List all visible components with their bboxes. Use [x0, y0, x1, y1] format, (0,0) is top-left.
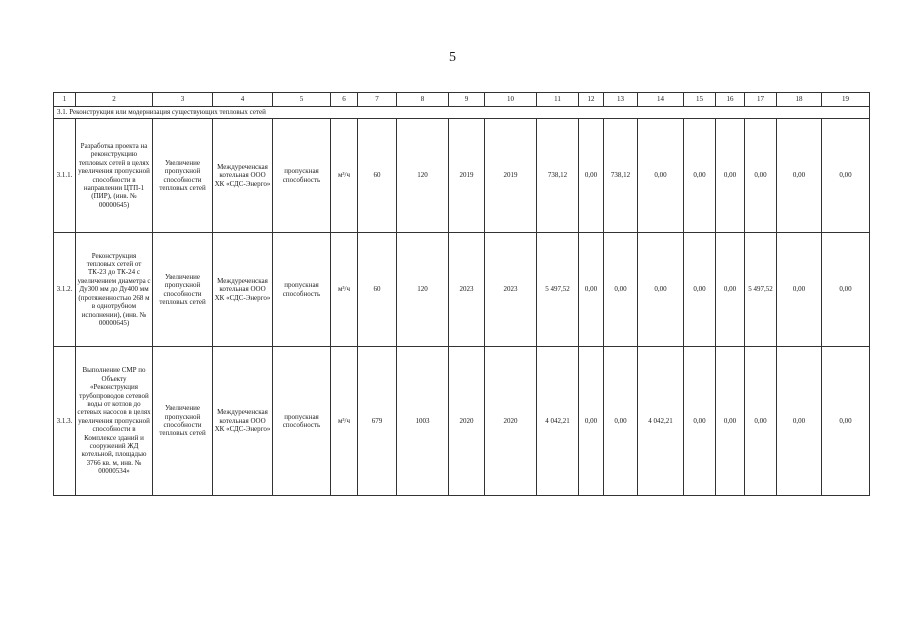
column-header: 19	[822, 93, 870, 107]
column-header: 9	[449, 93, 485, 107]
column-header: 1	[54, 93, 76, 107]
row-total: 738,12	[537, 119, 579, 233]
row-cell-14: 4 042,21	[638, 347, 684, 496]
row-number: 3.1.3.	[54, 347, 76, 496]
column-header: 6	[331, 93, 358, 107]
row-cell-17: 0,00	[745, 347, 777, 496]
row-description: Реконструкция тепловых сетей от ТК-23 до ТК-24 с увеличением диаметра с Ду300 мм до Ду400 мм (протяженностью 268 м в однотрубном исполнении), (инв. № 00000645)	[76, 233, 153, 347]
row-unit: м³/ч	[331, 233, 358, 347]
row-cell-18: 0,00	[777, 347, 822, 496]
row-year-end: 2019	[485, 119, 537, 233]
row-number: 3.1.1.	[54, 119, 76, 233]
column-header: 13	[604, 93, 638, 107]
row-number: 3.1.2.	[54, 233, 76, 347]
row-cell-12: 0,00	[579, 119, 604, 233]
row-year-start: 2019	[449, 119, 485, 233]
row-cell-18: 0,00	[777, 119, 822, 233]
column-header: 10	[485, 93, 537, 107]
column-header: 17	[745, 93, 777, 107]
column-header: 15	[684, 93, 716, 107]
column-header: 3	[153, 93, 213, 107]
row-object: Междуреченская котельная ООО ХК «СДС-Энерго»	[213, 119, 273, 233]
row-cell-13: 0,00	[604, 233, 638, 347]
row-cell-14: 0,00	[638, 233, 684, 347]
row-cell-19: 0,00	[822, 119, 870, 233]
column-header: 2	[76, 93, 153, 107]
column-number-header-row	[54, 93, 870, 107]
row-cell-17: 0,00	[745, 119, 777, 233]
row-purpose: Увеличение пропускной способности тепловых сетей	[153, 119, 213, 233]
row-cell-19: 0,00	[822, 233, 870, 347]
column-header: 8	[397, 93, 449, 107]
row-value-before: 679	[358, 347, 397, 496]
column-header: 7	[358, 93, 397, 107]
row-total: 5 497,52	[537, 233, 579, 347]
row-total: 4 042,21	[537, 347, 579, 496]
row-cell-13: 738,12	[604, 119, 638, 233]
column-header: 4	[213, 93, 273, 107]
row-cell-12: 0,00	[579, 347, 604, 496]
column-header: 18	[777, 93, 822, 107]
row-value-after: 1003	[397, 347, 449, 496]
column-header: 5	[273, 93, 331, 107]
row-purpose: Увеличение пропускной способности тепловых сетей	[153, 233, 213, 347]
row-cell-17: 5 497,52	[745, 233, 777, 347]
column-header: 16	[716, 93, 745, 107]
row-parameter: пропускная способность	[273, 347, 331, 496]
row-cell-16: 0,00	[716, 233, 745, 347]
column-header: 11	[537, 93, 579, 107]
row-cell-15: 0,00	[684, 347, 716, 496]
table-row	[54, 347, 870, 496]
row-value-before: 60	[358, 119, 397, 233]
column-header: 14	[638, 93, 684, 107]
row-year-start: 2020	[449, 347, 485, 496]
row-object: Междуреченская котельная ООО ХК «СДС-Энерго»	[213, 347, 273, 496]
row-description: Выполнение СМР по Объекту «Реконструкция трубопроводов сетевой воды от котлов до сетевых насосов в целях увеличения пропускной способности в Комплексе зданий и сооружений ЖД котельной, площадью 3766 кв. м, инв. № 00000534»	[76, 347, 153, 496]
column-header: 12	[579, 93, 604, 107]
row-cell-13: 0,00	[604, 347, 638, 496]
row-cell-15: 0,00	[684, 233, 716, 347]
row-value-after: 120	[397, 119, 449, 233]
row-cell-19: 0,00	[822, 347, 870, 496]
row-parameter: пропускная способность	[273, 119, 331, 233]
row-purpose: Увеличение пропускной способности тепловых сетей	[153, 347, 213, 496]
row-object: Междуреченская котельная ООО ХК «СДС-Энерго»	[213, 233, 273, 347]
row-description: Разработка проекта на реконструкцию тепловых сетей в целях увеличения пропускной способности в направлении ЦТП-1 (ПИР), (инв. № 00000645)	[76, 119, 153, 233]
row-cell-16: 0,00	[716, 119, 745, 233]
table-row	[54, 119, 870, 233]
page-number: 5	[449, 50, 456, 65]
section-title: 3.1. Реконструкция или модернизация существующих тепловых сетей	[54, 107, 870, 119]
row-year-start: 2023	[449, 233, 485, 347]
row-unit: м³/ч	[331, 119, 358, 233]
row-cell-12: 0,00	[579, 233, 604, 347]
row-cell-15: 0,00	[684, 119, 716, 233]
row-value-before: 60	[358, 233, 397, 347]
row-cell-18: 0,00	[777, 233, 822, 347]
row-parameter: пропускная способность	[273, 233, 331, 347]
row-cell-16: 0,00	[716, 347, 745, 496]
investment-program-table	[53, 92, 870, 496]
table-row	[54, 233, 870, 347]
row-year-end: 2020	[485, 347, 537, 496]
row-cell-14: 0,00	[638, 119, 684, 233]
section-title-row	[54, 107, 870, 119]
row-value-after: 120	[397, 233, 449, 347]
row-year-end: 2023	[485, 233, 537, 347]
row-unit: м³/ч	[331, 347, 358, 496]
